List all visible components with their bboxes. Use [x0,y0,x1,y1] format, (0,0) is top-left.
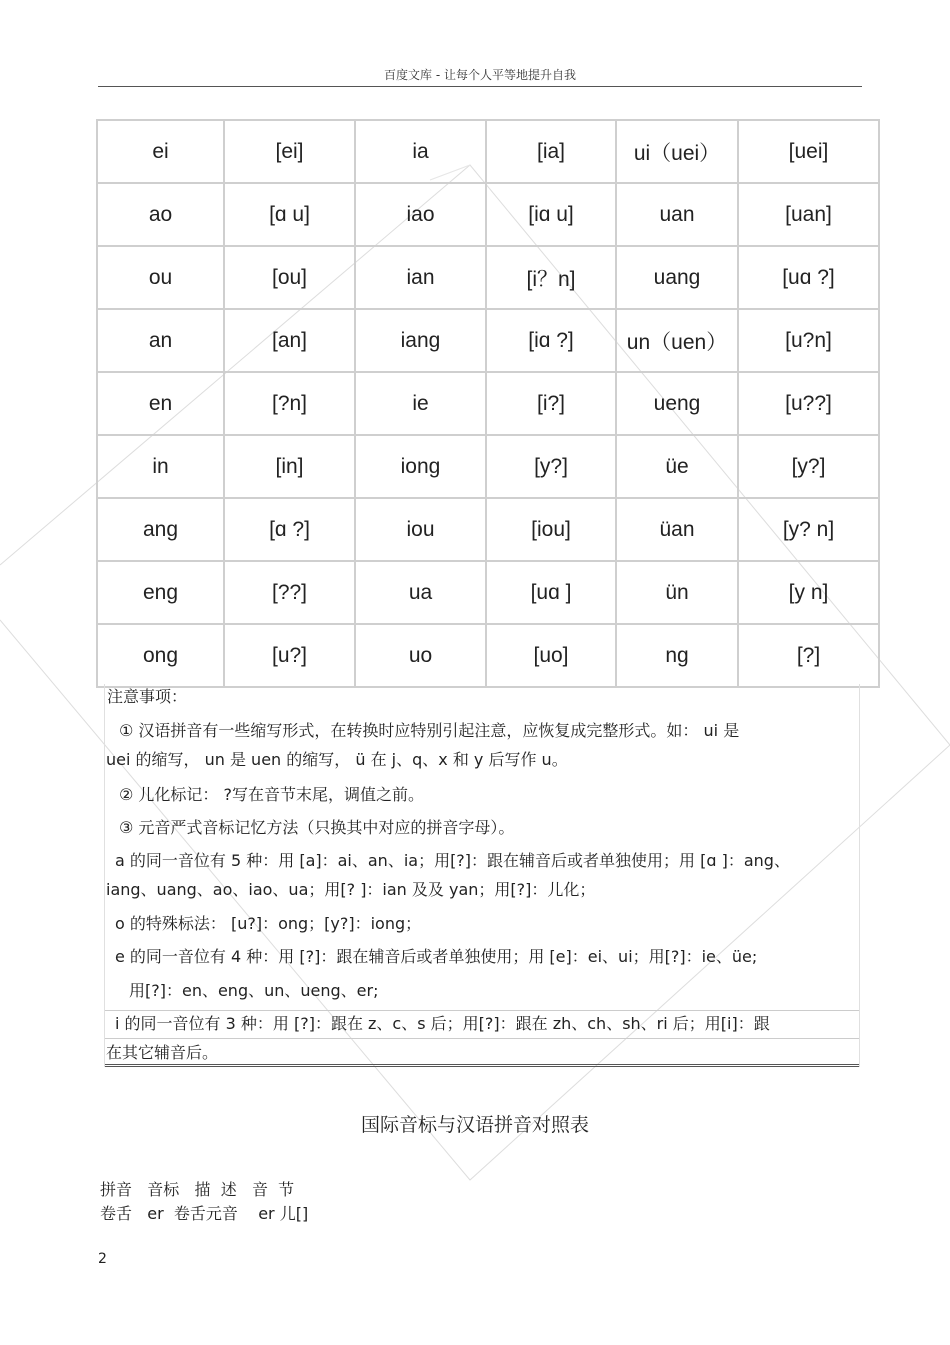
table-cell: ao [97,183,224,246]
note-line-7: o 的特殊标法： [u?]：ong；[y?]：iong； [115,914,422,933]
table-cell: [y?] [738,435,879,498]
table-cell: üan [616,498,738,561]
table-cell: üe [616,435,738,498]
note-line-11: 在其它辅音后。 [106,1043,219,1062]
note-line-8: e 的同一音位有 4 种：用 [?]：跟在辅音后或者单独使用；用 [e]：ei、ui；用[?]：ie、üe; [115,947,758,966]
note-line-5: a 的同一音位有 5 种：用 [a]：ai、an、ia；用[?]：跟在辅音后或者单独使用；用 [ɑ ]：ang、 [115,851,790,870]
table-cell: [uo] [486,624,616,687]
note-line-4: ③ 元音严式音标记忆方法（只换其中对应的拼音字母）。 [119,818,515,837]
table-cell: iou [355,498,486,561]
lower-table-header: 拼音 音标 描 述 音 节 [100,1180,295,1199]
notes-heading: 注意事项： [107,687,188,706]
table-cell: an [97,309,224,372]
table-cell: [ɑ ?] [224,498,355,561]
table-cell: ui（uei） [616,120,738,183]
table-cell: eng [97,561,224,624]
table-row [97,561,879,624]
table-row [97,435,879,498]
table-cell: uo [355,624,486,687]
table-cell: [uan] [738,183,879,246]
table-cell: iang [355,309,486,372]
header-text: 百度文库 - 让每个人平等地提升自我 [384,68,576,82]
table-cell: ia [355,120,486,183]
note-line-9: 用[?]：en、eng、un、ueng、er; [129,981,379,1000]
table-cell: ang [97,498,224,561]
table-row [97,498,879,561]
table-cell: [iɑ u] [486,183,616,246]
table-cell: [??] [224,561,355,624]
table-cell: [ei] [224,120,355,183]
table-cell: [uei] [738,120,879,183]
note-line-6: iang、uang、ao、iao、ua；用[? ]：ian 及及 yan；用[?]：儿化； [106,880,596,899]
table-cell: [y? n] [738,498,879,561]
table-row [97,624,879,687]
table-cell: ün [616,561,738,624]
section-title: 国际音标与汉语拼音对照表 [360,1114,589,1136]
note-line-2: uei 的缩写， un 是 uen 的缩写， ü 在 j、q、x 和 y 后写作 u。 [106,750,568,769]
table-cell: ou [97,246,224,309]
note-line-1: ① 汉语拼音有一些缩写形式，在转换时应特别引起注意，应恢复成完整形式。如： ui 是 [119,721,740,740]
table-cell: ua [355,561,486,624]
table-cell: [ia] [486,120,616,183]
table-cell: [uɑ ?] [738,246,879,309]
table-row [97,120,879,183]
table-cell: ueng [616,372,738,435]
table-cell: en [97,372,224,435]
table-cell: ong [97,624,224,687]
table-cell: [uɑ ] [486,561,616,624]
table-cell: ng [616,624,738,687]
table-row [97,183,879,246]
table-row [97,309,879,372]
table-cell: [y?] [486,435,616,498]
table-cell: [in] [224,435,355,498]
table-cell: [ou] [224,246,355,309]
note-line-3: ② 儿化标记： ?写在音节末尾，调值之前。 [119,785,425,804]
table-cell: iao [355,183,486,246]
table-cell: [y n] [738,561,879,624]
table-cell: [iɑ ?] [486,309,616,372]
lower-table-row: 卷舌 er 卷舌元音 er 儿[] [100,1204,309,1223]
table-cell: ie [355,372,486,435]
table-cell: [u?n] [738,309,879,372]
table-cell: [u?] [224,624,355,687]
table-row [97,246,879,309]
table-cell: un（uen） [616,309,738,372]
table-cell: uan [616,183,738,246]
table-cell: [an] [224,309,355,372]
phonetic-table [96,119,880,688]
notes-section [104,684,860,1067]
table-cell: [?] [738,624,879,687]
table-cell: [i?] [486,372,616,435]
table-cell: [ɑ u] [224,183,355,246]
table-row [97,372,879,435]
page-header [98,66,862,87]
table-cell: [?n] [224,372,355,435]
page-number: 2 [98,1251,107,1267]
notes-rule-top [105,1010,859,1011]
table-cell: [iou] [486,498,616,561]
table-cell: ian [355,246,486,309]
notes-rule-mid [105,1038,859,1039]
note-line-10: i 的同一音位有 3 种：用 [?]：跟在 z、c、s 后；用[?]：跟在 zh、ch、sh、ri 后；用[i]：跟 [115,1014,770,1033]
table-cell: in [97,435,224,498]
table-cell: [i？n] [486,246,616,309]
table-cell: uang [616,246,738,309]
table-cell: ei [97,120,224,183]
table-cell: [u??] [738,372,879,435]
table-cell: iong [355,435,486,498]
notes-rule-bottom [105,1064,859,1067]
